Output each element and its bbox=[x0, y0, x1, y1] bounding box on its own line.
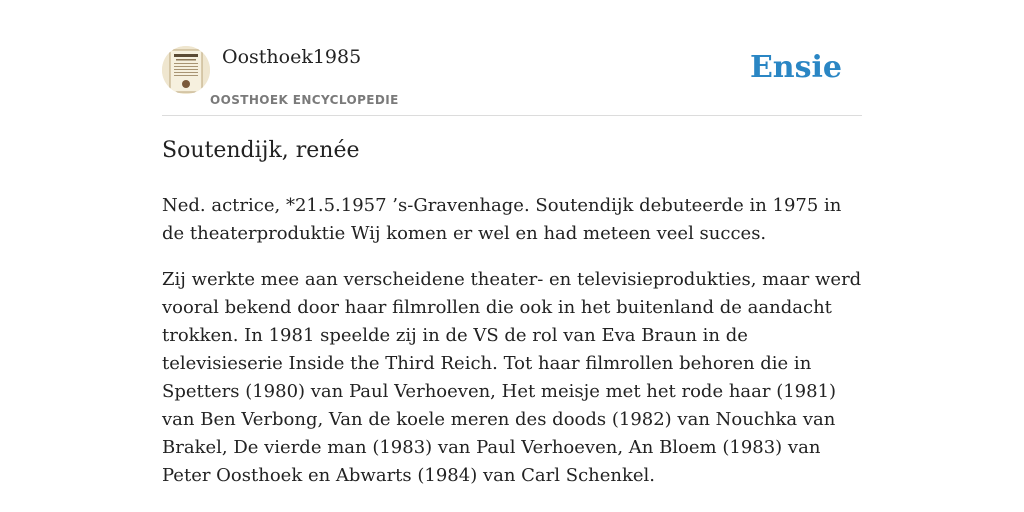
header bbox=[162, 44, 862, 116]
brand-logo[interactable]: Ensie bbox=[749, 50, 842, 85]
paragraph: Ned. actrice, *21.5.1957 ’s-Gravenhage. Soutendijk debuteerde in 1975 in de theaterproduktie Wij komen er wel en had meteen veel succes. bbox=[162, 195, 842, 244]
article-title: Soutendijk, renée bbox=[162, 138, 360, 163]
article-body bbox=[162, 192, 864, 508]
author-link[interactable]: Oosthoek1985 bbox=[222, 46, 362, 68]
paragraph: Zij werkte mee aan verscheidene theater- en televisieprodukties, maar werd vooral bekend door haar filmrollen die ook in het buitenland de aandacht trokken. In 1981 speelde zij in de VS de rol van Eva Braun in de televisieserie Inside the Third Reich. Tot haar filmrollen behoren die in Spetters (1980) van Paul Verhoeven, Het meisje met het rode haar (1981) van Ben Verbong, Van de koele meren des doods (1982) van Nouchka van Brakel, De vierde man (1983) van Paul Verhoeven, An Bloem (1983) van Peter Oosthoek en Abwarts (1984) van Carl Schenkel. bbox=[162, 269, 862, 486]
avatar[interactable] bbox=[162, 46, 210, 94]
source-label[interactable]: OOSTHOEK ENCYCLOPEDIE bbox=[210, 93, 399, 107]
book-cover-icon bbox=[162, 46, 210, 94]
